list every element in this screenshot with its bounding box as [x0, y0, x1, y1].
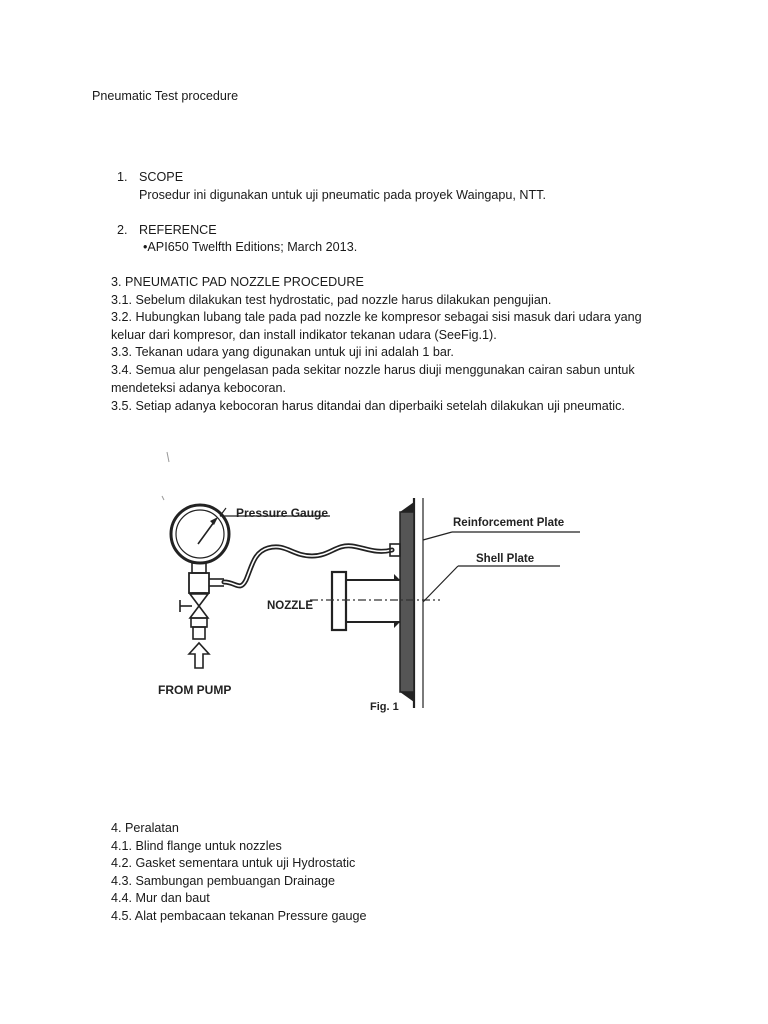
shell-leader: [423, 566, 458, 602]
procedure-item: 3.4. Semua alur pengelasan pada sekitar nozzle harus diuji menggunakan cairan sabun untuk mendeteksi adanya kebocoran.: [111, 363, 635, 395]
procedure-item: 3.1. Sebelum dilakukan test hydrostatic, pad nozzle harus dilakukan pengujian.: [111, 293, 552, 307]
equipment-item: 4.5. Alat pembacaan tekanan Pressure gauge: [111, 909, 367, 923]
procedure-item: 3.2. Hubungkan lubang tale pada pad nozzle ke kompresor sebagai sisi masuk dari udara yang keluar dari kompresor, dan install indikator tekanan udara (SeeFig.1).: [111, 310, 642, 342]
label-from-pump: FROM PUMP: [158, 683, 232, 697]
equipment-heading: 4. Peralatan: [111, 821, 179, 835]
equipment-item: 4.1. Blind flange untuk nozzles: [111, 839, 282, 853]
scan-mark: [167, 452, 169, 462]
page-title: Pneumatic Test procedure: [92, 89, 239, 103]
procedure-heading: 3. PNEUMATIC PAD NOZZLE PROCEDURE: [111, 275, 364, 289]
scope-body: Prosedur ini digunakan untuk uji pneumatic pada proyek Waingapu, NTT.: [139, 188, 546, 202]
procedure-item: 3.5. Setiap adanya kebocoran harus ditandai dan diperbaiki setelah dilakukan uji pneumatic.: [111, 399, 625, 413]
equipment-item: 4.3. Sambungan pembuangan Drainage: [111, 874, 336, 888]
nozzle-drawing: [310, 572, 440, 630]
figure-caption: Fig. 1: [370, 701, 399, 713]
label-shell-plate: Shell Plate: [476, 553, 535, 565]
scan-mark: [162, 496, 164, 500]
figure-diagram: [140, 440, 600, 730]
label-pressure-gauge: Pressure Gauge: [236, 506, 329, 520]
scope-number: 1.: [117, 170, 128, 184]
equipment-item: 4.4. Mur dan baut: [111, 891, 210, 905]
label-nozzle: NOZZLE: [267, 600, 313, 612]
reference-number: 2.: [117, 223, 128, 237]
equipment-item: 4.2. Gasket sementara untuk uji Hydrostatic: [111, 856, 356, 870]
pressure-gauge-drawing: [171, 505, 229, 639]
scope-heading: SCOPE: [139, 170, 184, 184]
label-reinforcement-plate: Reinforcement Plate: [453, 517, 565, 529]
reinforcement-leader: [423, 532, 452, 540]
procedure-item: 3.3. Tekanan udara yang digunakan untuk uji ini adalah 1 bar.: [111, 345, 454, 359]
plate-assembly: [390, 498, 423, 708]
reference-bullet: •API650 Twelfth Editions; March 2013.: [143, 240, 358, 254]
reference-heading: REFERENCE: [139, 223, 217, 237]
pump-arrow: [189, 643, 209, 668]
